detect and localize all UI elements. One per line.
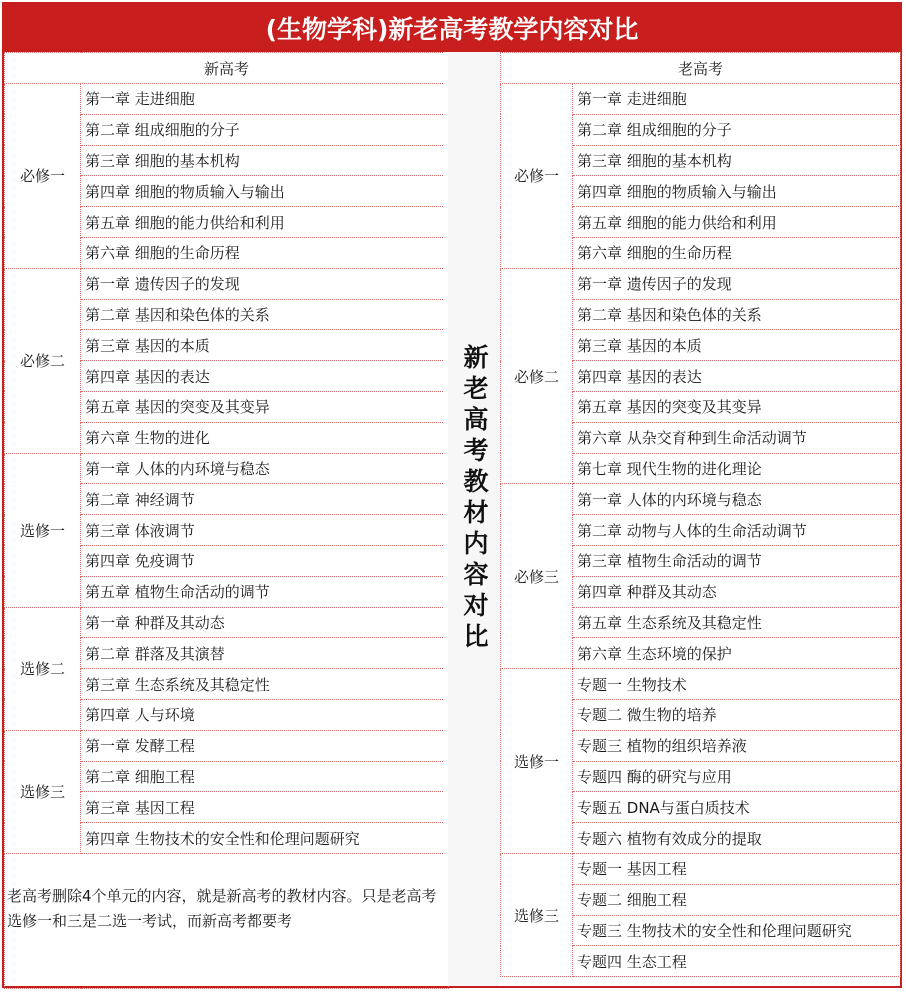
new-chapter-cell: 第四章 基因的表达 [81, 361, 449, 392]
center-label: 新老高考教材内容对比 [460, 344, 489, 654]
table-row [5, 730, 449, 761]
new-chapter-cell: 第二章 神经调节 [81, 484, 449, 515]
new-chapter-cell: 第五章 植物生命活动的调节 [81, 576, 449, 607]
old-chapter-cell: 第五章 基因的突变及其变异 [573, 391, 901, 422]
summary-note: 老高考删除4个单元的内容，就是新高考的教材内容。只是老高考选修一和三是二选一考试，而新高考都要考 [5, 853, 449, 988]
table-row [501, 853, 901, 884]
old-chapter-cell: 第四章 细胞的物质输入与输出 [573, 176, 901, 207]
new-group-label: 必修二 [5, 268, 81, 453]
old-chapter-cell: 第六章 细胞的生命历程 [573, 237, 901, 268]
old-chapter-cell: 第三章 细胞的基本机构 [573, 145, 901, 176]
old-chapter-cell: 专题一 基因工程 [573, 853, 901, 884]
old-group-label: 选修一 [501, 669, 573, 854]
old-chapter-cell: 专题六 植物有效成分的提取 [573, 823, 901, 854]
old-curriculum-table [500, 52, 901, 977]
new-chapter-cell: 第二章 群落及其演替 [81, 638, 449, 669]
new-chapter-cell: 第四章 生物技术的安全性和伦理问题研究 [81, 823, 449, 854]
new-curriculum-table [4, 52, 449, 989]
table-row [501, 484, 901, 515]
table-row [5, 84, 449, 115]
new-chapter-cell: 第六章 生物的进化 [81, 422, 449, 453]
new-group-label: 选修一 [5, 453, 81, 607]
new-chapter-cell: 第四章 免疫调节 [81, 545, 449, 576]
old-chapter-cell: 第三章 基因的本质 [573, 330, 901, 361]
table-row [501, 268, 901, 299]
table-row [501, 84, 901, 115]
old-chapter-cell: 专题四 生态工程 [573, 946, 901, 977]
old-chapter-cell: 专题三 植物的组织培养液 [573, 730, 901, 761]
old-chapter-cell: 第六章 从杂交育种到生命活动调节 [573, 422, 901, 453]
table-row [501, 669, 901, 700]
old-chapter-cell: 专题一 生物技术 [573, 669, 901, 700]
old-chapter-cell: 第一章 走进细胞 [573, 84, 901, 115]
old-chapter-cell: 专题五 DNA与蛋白质技术 [573, 792, 901, 823]
new-chapter-cell: 第一章 人体的内环境与稳态 [81, 453, 449, 484]
new-chapter-cell: 第五章 基因的突变及其变异 [81, 391, 449, 422]
old-chapter-cell: 第二章 基因和染色体的关系 [573, 299, 901, 330]
new-chapter-cell: 第一章 发酵工程 [81, 730, 449, 761]
old-header: 老高考 [501, 53, 901, 84]
old-chapter-cell: 专题二 细胞工程 [573, 884, 901, 915]
new-chapter-cell: 第五章 细胞的能力供给和利用 [81, 207, 449, 238]
table-row [5, 453, 449, 484]
new-chapter-cell: 第六章 细胞的生命历程 [81, 237, 449, 268]
center-label-column [448, 52, 500, 986]
old-group-label: 必修一 [501, 84, 573, 269]
new-chapter-cell: 第二章 组成细胞的分子 [81, 114, 449, 145]
comparison-sheet [2, 2, 902, 988]
old-chapter-cell: 第五章 细胞的能力供给和利用 [573, 207, 901, 238]
old-chapter-cell: 第一章 人体的内环境与稳态 [573, 484, 901, 515]
new-group-label: 必修一 [5, 84, 81, 269]
new-chapter-cell: 第三章 体液调节 [81, 515, 449, 546]
old-chapter-cell: 第五章 生态系统及其稳定性 [573, 607, 901, 638]
old-chapter-cell: 第四章 基因的表达 [573, 361, 901, 392]
old-chapter-cell: 第三章 植物生命活动的调节 [573, 545, 901, 576]
old-chapter-cell: 第六章 生态环境的保护 [573, 638, 901, 669]
new-header: 新高考 [5, 53, 449, 84]
new-group-label: 选修二 [5, 607, 81, 730]
new-chapter-cell: 第四章 人与环境 [81, 699, 449, 730]
table-row [5, 607, 449, 638]
old-group-label: 必修三 [501, 484, 573, 669]
new-chapter-cell: 第三章 细胞的基本机构 [81, 145, 449, 176]
old-chapter-cell: 第一章 遗传因子的发现 [573, 268, 901, 299]
new-chapter-cell: 第一章 遗传因子的发现 [81, 268, 449, 299]
new-group-label: 选修三 [5, 730, 81, 853]
new-chapter-cell: 第三章 基因工程 [81, 792, 449, 823]
old-chapter-cell: 专题二 微生物的培养 [573, 699, 901, 730]
old-chapter-cell: 第四章 种群及其动态 [573, 576, 901, 607]
new-chapter-cell: 第二章 细胞工程 [81, 761, 449, 792]
old-chapter-cell: 专题三 生物技术的安全性和伦理问题研究 [573, 915, 901, 946]
table-row [5, 268, 449, 299]
old-group-label: 必修二 [501, 268, 573, 484]
old-chapter-cell: 第七章 现代生物的进化理论 [573, 453, 901, 484]
old-group-label: 选修三 [501, 853, 573, 976]
sheet-title: (生物学科)新老高考教学内容对比 [4, 4, 900, 52]
old-chapter-cell: 第二章 动物与人体的生命活动调节 [573, 515, 901, 546]
new-chapter-cell: 第四章 细胞的物质输入与输出 [81, 176, 449, 207]
new-chapter-cell: 第一章 种群及其动态 [81, 607, 449, 638]
old-chapter-cell: 第二章 组成细胞的分子 [573, 114, 901, 145]
new-chapter-cell: 第二章 基因和染色体的关系 [81, 299, 449, 330]
old-chapter-cell: 专题四 酶的研究与应用 [573, 761, 901, 792]
new-chapter-cell: 第三章 基因的本质 [81, 330, 449, 361]
new-chapter-cell: 第一章 走进细胞 [81, 84, 449, 115]
new-chapter-cell: 第三章 生态系统及其稳定性 [81, 669, 449, 700]
